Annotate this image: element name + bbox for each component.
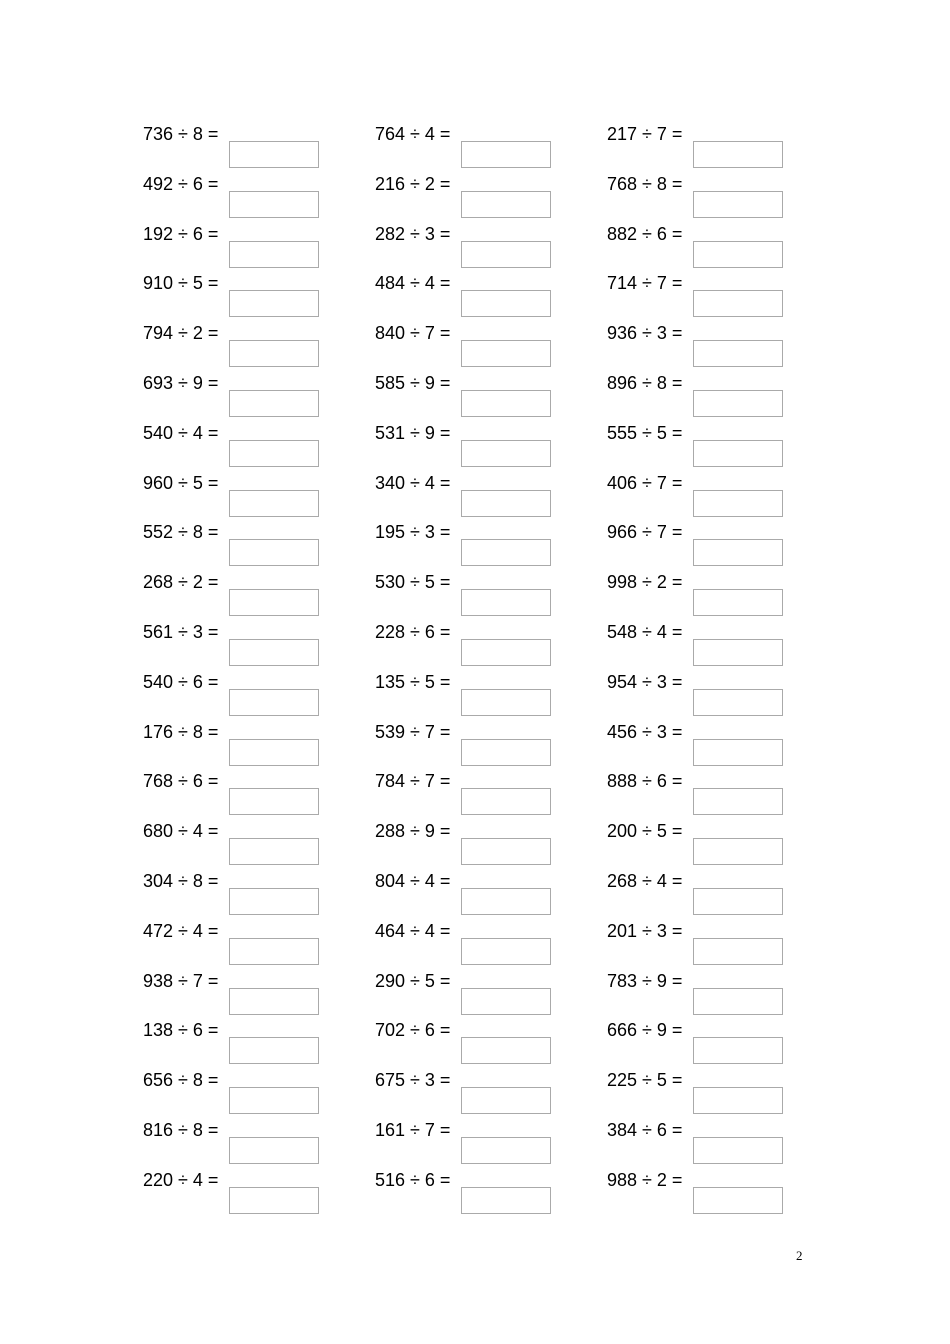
answer-box[interactable]	[461, 938, 551, 965]
problem-row	[607, 1116, 807, 1166]
answer-box[interactable]	[461, 1187, 551, 1214]
problem-row	[143, 618, 343, 668]
problem-expression: 675 ÷ 3 =	[375, 1070, 451, 1091]
problem-expression: 304 ÷ 8 =	[143, 870, 219, 891]
problem-row	[607, 767, 807, 817]
problem-row	[143, 419, 343, 469]
problem-expression: 680 ÷ 4 =	[143, 821, 219, 842]
problem-expression: 938 ÷ 7 =	[143, 970, 219, 991]
problem-expression: 910 ÷ 5 =	[143, 273, 219, 294]
problem-row	[143, 718, 343, 768]
answer-box[interactable]	[461, 1037, 551, 1064]
problem-expression: 220 ÷ 4 =	[143, 1169, 219, 1190]
answer-box[interactable]	[229, 589, 319, 616]
problem-row	[375, 867, 575, 917]
problem-expression: 406 ÷ 7 =	[607, 472, 683, 493]
problem-expression: 216 ÷ 2 =	[375, 173, 451, 194]
problem-row	[143, 518, 343, 568]
problem-row	[607, 120, 807, 170]
problem-row	[607, 419, 807, 469]
answer-box[interactable]	[461, 390, 551, 417]
answer-box[interactable]	[693, 490, 783, 517]
answer-box[interactable]	[693, 1187, 783, 1214]
problem-row	[375, 319, 575, 369]
answer-box[interactable]	[461, 589, 551, 616]
problem-row	[375, 917, 575, 967]
problem-row	[607, 1166, 807, 1216]
problem-expression: 693 ÷ 9 =	[143, 372, 219, 393]
problem-row	[143, 269, 343, 319]
problem-row	[607, 668, 807, 718]
problem-row	[143, 369, 343, 419]
problem-expression: 268 ÷ 2 =	[143, 572, 219, 593]
problem-expression: 768 ÷ 8 =	[607, 173, 683, 194]
problem-expression: 988 ÷ 2 =	[607, 1169, 683, 1190]
problem-row	[143, 170, 343, 220]
answer-box[interactable]	[693, 589, 783, 616]
answer-box[interactable]	[229, 340, 319, 367]
problem-expression: 656 ÷ 8 =	[143, 1070, 219, 1091]
problem-expression: 456 ÷ 3 =	[607, 721, 683, 742]
problem-expression: 888 ÷ 6 =	[607, 771, 683, 792]
answer-box[interactable]	[229, 440, 319, 467]
problem-expression: 201 ÷ 3 =	[607, 920, 683, 941]
problem-row	[607, 269, 807, 319]
problem-expression: 492 ÷ 6 =	[143, 173, 219, 194]
problem-expression: 555 ÷ 5 =	[607, 422, 683, 443]
problem-row	[143, 668, 343, 718]
problem-row	[143, 319, 343, 369]
problem-expression: 714 ÷ 7 =	[607, 273, 683, 294]
problem-row	[607, 220, 807, 270]
problem-row	[143, 469, 343, 519]
problem-row	[143, 917, 343, 967]
problem-row	[143, 220, 343, 270]
problem-column-1	[143, 120, 343, 1216]
problem-expression: 288 ÷ 9 =	[375, 821, 451, 842]
problem-expression: 998 ÷ 2 =	[607, 572, 683, 593]
answer-box[interactable]	[461, 1087, 551, 1114]
answer-box[interactable]	[229, 191, 319, 218]
problem-expression: 340 ÷ 4 =	[375, 472, 451, 493]
problem-expression: 966 ÷ 7 =	[607, 522, 683, 543]
answer-box[interactable]	[693, 689, 783, 716]
problem-expression: 548 ÷ 4 =	[607, 621, 683, 642]
page-number: 2	[796, 1248, 803, 1263]
answer-box[interactable]	[693, 938, 783, 965]
problem-row	[143, 1116, 343, 1166]
problem-expression: 954 ÷ 3 =	[607, 671, 683, 692]
problem-row	[375, 668, 575, 718]
problem-row	[375, 1166, 575, 1216]
problem-expression: 516 ÷ 6 =	[375, 1169, 451, 1190]
answer-box[interactable]	[693, 191, 783, 218]
problem-expression: 840 ÷ 7 =	[375, 323, 451, 344]
problem-row	[143, 1166, 343, 1216]
problem-expression: 539 ÷ 7 =	[375, 721, 451, 742]
answer-box[interactable]	[461, 539, 551, 566]
problem-expression: 268 ÷ 4 =	[607, 870, 683, 891]
answer-box[interactable]	[229, 1037, 319, 1064]
answer-box[interactable]	[693, 539, 783, 566]
problem-row	[375, 469, 575, 519]
problem-row	[143, 767, 343, 817]
problem-expression: 768 ÷ 6 =	[143, 771, 219, 792]
problem-row	[375, 220, 575, 270]
answer-box[interactable]	[461, 689, 551, 716]
problem-row	[375, 1016, 575, 1066]
problem-expression: 290 ÷ 5 =	[375, 970, 451, 991]
problem-expression: 484 ÷ 4 =	[375, 273, 451, 294]
problem-row	[607, 867, 807, 917]
answer-box[interactable]	[461, 1137, 551, 1164]
problem-row	[607, 170, 807, 220]
problem-expression: 784 ÷ 7 =	[375, 771, 451, 792]
answer-box[interactable]	[693, 440, 783, 467]
answer-box[interactable]	[693, 988, 783, 1015]
answer-box[interactable]	[693, 241, 783, 268]
answer-box[interactable]	[229, 838, 319, 865]
answer-box[interactable]	[693, 141, 783, 168]
answer-box[interactable]	[461, 490, 551, 517]
problem-expression: 464 ÷ 4 =	[375, 920, 451, 941]
problem-expression: 666 ÷ 9 =	[607, 1020, 683, 1041]
problem-row	[143, 1066, 343, 1116]
problem-row	[607, 718, 807, 768]
problem-row	[375, 269, 575, 319]
answer-box[interactable]	[461, 440, 551, 467]
problem-expression: 783 ÷ 9 =	[607, 970, 683, 991]
answer-box[interactable]	[461, 340, 551, 367]
problem-expression: 960 ÷ 5 =	[143, 472, 219, 493]
problem-row	[375, 170, 575, 220]
problem-expression: 936 ÷ 3 =	[607, 323, 683, 344]
problem-row	[607, 917, 807, 967]
problem-expression: 217 ÷ 7 =	[607, 124, 683, 144]
problem-expression: 896 ÷ 8 =	[607, 372, 683, 393]
problem-row	[375, 817, 575, 867]
problem-expression: 472 ÷ 4 =	[143, 920, 219, 941]
answer-box[interactable]	[229, 1187, 319, 1214]
problem-expression: 161 ÷ 7 =	[375, 1119, 451, 1140]
answer-box[interactable]	[461, 141, 551, 168]
problem-column-2	[375, 120, 575, 1216]
answer-box[interactable]	[461, 788, 551, 815]
problem-expression: 530 ÷ 5 =	[375, 572, 451, 593]
problem-row	[375, 568, 575, 618]
problem-expression: 176 ÷ 8 =	[143, 721, 219, 742]
problem-row	[375, 618, 575, 668]
problem-expression: 531 ÷ 9 =	[375, 422, 451, 443]
problem-row	[375, 369, 575, 419]
answer-box[interactable]	[229, 639, 319, 666]
problem-row	[607, 518, 807, 568]
problem-row	[607, 817, 807, 867]
problem-expression: 585 ÷ 9 =	[375, 372, 451, 393]
problem-expression: 195 ÷ 3 =	[375, 522, 451, 543]
problem-row	[375, 718, 575, 768]
answer-box[interactable]	[229, 1087, 319, 1114]
answer-box[interactable]	[461, 191, 551, 218]
answer-box[interactable]	[693, 788, 783, 815]
problem-row	[143, 1016, 343, 1066]
problem-expression: 561 ÷ 3 =	[143, 621, 219, 642]
problem-row	[143, 120, 343, 170]
answer-box[interactable]	[229, 938, 319, 965]
answer-box[interactable]	[229, 490, 319, 517]
answer-box[interactable]	[229, 739, 319, 766]
problem-column-3	[607, 120, 807, 1216]
problem-expression: 138 ÷ 6 =	[143, 1020, 219, 1041]
problem-row	[375, 1066, 575, 1116]
problem-row	[375, 967, 575, 1017]
answer-box[interactable]	[693, 838, 783, 865]
problem-row	[607, 967, 807, 1017]
problem-expression: 192 ÷ 6 =	[143, 223, 219, 244]
answer-box[interactable]	[229, 888, 319, 915]
problem-row	[143, 867, 343, 917]
answer-box[interactable]	[229, 241, 319, 268]
problem-row	[607, 469, 807, 519]
problem-expression: 794 ÷ 2 =	[143, 323, 219, 344]
answer-box[interactable]	[693, 1137, 783, 1164]
problem-row	[607, 369, 807, 419]
answer-box[interactable]	[461, 988, 551, 1015]
problem-expression: 228 ÷ 6 =	[375, 621, 451, 642]
answer-box[interactable]	[693, 390, 783, 417]
answer-box[interactable]	[229, 788, 319, 815]
problem-expression: 764 ÷ 4 =	[375, 124, 451, 144]
answer-box[interactable]	[461, 739, 551, 766]
answer-box[interactable]	[229, 141, 319, 168]
problem-expression: 540 ÷ 4 =	[143, 422, 219, 443]
problem-row	[143, 967, 343, 1017]
problem-row	[375, 120, 575, 170]
answer-box[interactable]	[693, 340, 783, 367]
answer-box[interactable]	[461, 639, 551, 666]
problem-row	[607, 618, 807, 668]
answer-box[interactable]	[229, 1137, 319, 1164]
problem-row	[607, 568, 807, 618]
problem-expression: 384 ÷ 6 =	[607, 1119, 683, 1140]
problem-expression: 282 ÷ 3 =	[375, 223, 451, 244]
problem-expression: 702 ÷ 6 =	[375, 1020, 451, 1041]
problem-row	[607, 1016, 807, 1066]
problem-expression: 816 ÷ 8 =	[143, 1119, 219, 1140]
answer-box[interactable]	[229, 290, 319, 317]
answer-box[interactable]	[693, 888, 783, 915]
answer-box[interactable]	[461, 838, 551, 865]
answer-box[interactable]	[229, 689, 319, 716]
problem-expression: 225 ÷ 5 =	[607, 1070, 683, 1091]
answer-box[interactable]	[693, 639, 783, 666]
problem-row	[143, 568, 343, 618]
answer-box[interactable]	[229, 988, 319, 1015]
answer-box[interactable]	[229, 390, 319, 417]
problem-row	[375, 1116, 575, 1166]
answer-box[interactable]	[461, 290, 551, 317]
answer-box[interactable]	[461, 241, 551, 268]
problem-expression: 552 ÷ 8 =	[143, 522, 219, 543]
answer-box[interactable]	[693, 1087, 783, 1114]
problem-expression: 736 ÷ 8 =	[143, 124, 219, 144]
answer-box[interactable]	[693, 290, 783, 317]
problem-row	[375, 419, 575, 469]
problem-expression: 200 ÷ 5 =	[607, 821, 683, 842]
problem-row	[143, 817, 343, 867]
problem-expression: 540 ÷ 6 =	[143, 671, 219, 692]
problem-row	[607, 1066, 807, 1116]
problem-expression: 804 ÷ 4 =	[375, 870, 451, 891]
problem-row	[375, 767, 575, 817]
problem-expression: 135 ÷ 5 =	[375, 671, 451, 692]
problem-row	[607, 319, 807, 369]
answer-box[interactable]	[693, 1037, 783, 1064]
answer-box[interactable]	[229, 539, 319, 566]
problem-row	[375, 518, 575, 568]
answer-box[interactable]	[693, 739, 783, 766]
problem-expression: 882 ÷ 6 =	[607, 223, 683, 244]
answer-box[interactable]	[461, 888, 551, 915]
